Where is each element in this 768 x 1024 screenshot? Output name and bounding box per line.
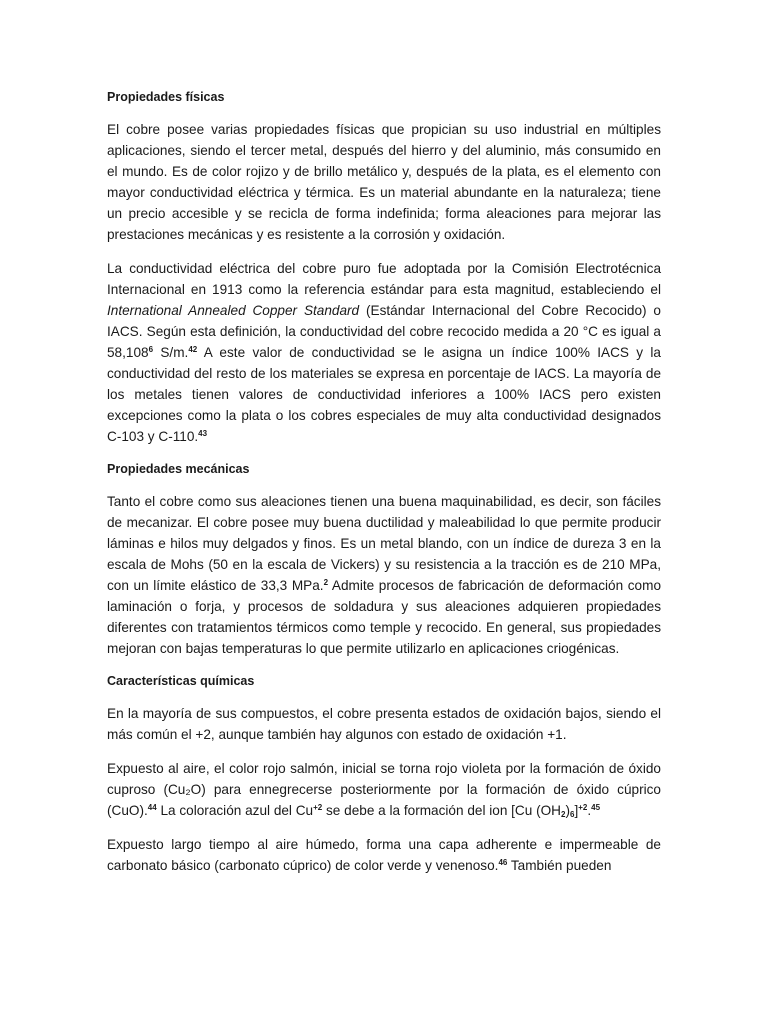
subscript: 2 xyxy=(561,810,566,819)
paragraph-conductividad: La conductividad eléctrica del cobre puro fue adoptada por la Comisión Electrotécnica Internacional en 1913 como la referencia estándar para esta magnitud, estableciendo el International Annealed Copper Standard (Estándar Internacional del Cobre Recocido) o IACS. Según esta definición, la conductividad del cobre recocido medida a 20 °C es igual a 58,108$^6$ S/m.$^{42}$ A este valor de conductividad se le asigna un índice 100% IACS y la conductividad del resto de los materiales se expresa en porcentaje de IACS. La mayoría de los metales tienen valores de conductividad inferiores a 100% IACS pero existen excepciones como la plata o los cobres especiales de muy alta conductividad designados C-103 y C-110.43 xyxy=(107,261,661,444)
paragraph-estados-oxidacion: En la mayoría de sus compuestos, el cobre presenta estados de oxidación bajos, siendo el más común el +2, aunque también hay algunos con estado de oxidación +1. xyxy=(107,706,661,742)
charge-superscript: +2 xyxy=(578,803,588,812)
citation-ref: 45 xyxy=(591,803,601,812)
citation-ref: 46 xyxy=(498,858,508,867)
paragraph-propiedades-mecanicas: Tanto el cobre como sus aleaciones tienen una buena maquinabilidad, es decir, son fáciles de mecanizar. El cobre posee muy buena ductilidad y maleabilidad lo que permite producir láminas e hilos muy delgados y finos. Es un metal blando, con un índice de dureza 3 en la escala de Mohs (50 en la escala de Vickers) y su resistencia a la tracción es de 210 MPa, con un límite elástico de 33,3 MPa.$^2$ Admite procesos de fabricación de deformación como laminación o forja, y procesos de soldadura y sus aleaciones adquieren propiedades diferentes con tratamientos térmicos como temple y recocido. En general, sus propiedades mejoran con bajas temperaturas lo que permite utilizarlo en aplicaciones criogénicas. xyxy=(107,494,661,656)
charge-superscript: +2 xyxy=(313,803,323,812)
iacs-term: International Annealed Copper Standard xyxy=(107,303,360,318)
section-heading-caracteristicas-quimicas: Características químicas xyxy=(107,674,255,688)
citation-ref: 43 xyxy=(198,429,208,438)
document-page xyxy=(107,88,661,889)
section-heading-propiedades-mecanicas: Propiedades mecánicas xyxy=(107,462,250,476)
paragraph-aire-humedo: Expuesto largo tiempo al aire húmedo, forma una capa adherente e impermeable de carbonato básico (carbonato cúprico) de color verde y venenoso.$^{46}$ También pueden xyxy=(107,837,661,873)
citation-ref: 2 xyxy=(323,578,329,587)
superscript-exponent: 6 xyxy=(148,345,154,354)
section-heading-propiedades-fisicas: Propiedades físicas xyxy=(107,90,225,104)
paragraph-exposicion-aire: Expuesto al aire, el color rojo salmón, inicial se torna rojo violeta por la formación de óxido cuproso (Cu₂O) para ennegrecerse posteriormente por la formación de óxido cúprico (CuO).$^{44}$ La coloración azul del $Cu^{+2}$ se debe a la formación del ion [Cu $(OH_2)_6]^{+2}.^{45}$ xyxy=(107,761,661,819)
citation-ref: 42 xyxy=(188,345,198,354)
citation-ref: 44 xyxy=(147,803,157,812)
subscript: 6 xyxy=(570,810,575,819)
paragraph-propiedades-fisicas: El cobre posee varias propiedades físicas que propician su uso industrial en múltiples aplicaciones, siendo el tercer metal, después del hierro y del aluminio, más consumido en el mundo. Es de color rojizo y de brillo metálico y, después de la plata, es el elemento con mayor conductividad eléctrica y térmica. Es un material abundante en la naturaleza; tiene un precio accesible y se recicla de forma indefinida; forma aleaciones para mejorar las prestaciones mecánicas y es resistente a la corrosión y oxidación. xyxy=(107,122,661,242)
